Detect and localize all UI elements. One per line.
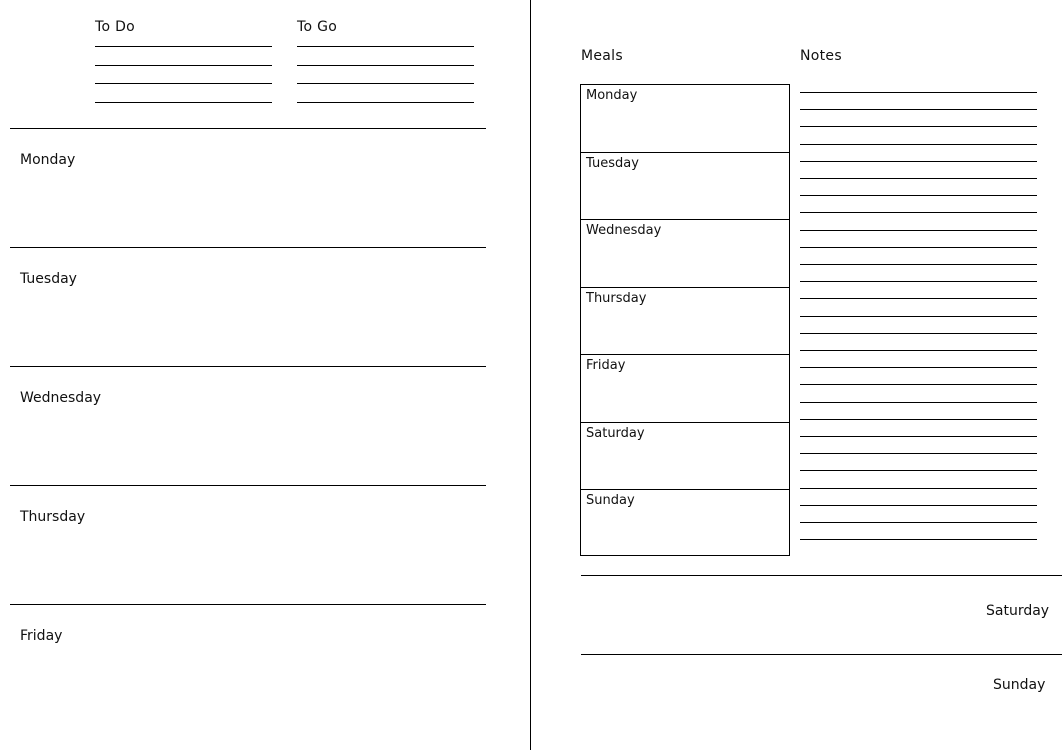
- note-line[interactable]: [800, 195, 1037, 196]
- note-line[interactable]: [800, 367, 1037, 368]
- note-line[interactable]: [800, 264, 1037, 265]
- note-line[interactable]: [800, 161, 1037, 162]
- day-divider-2: [10, 366, 486, 367]
- left-day-label-thursday: Thursday: [20, 509, 86, 525]
- meal-label-saturday: Saturday: [586, 426, 645, 441]
- left-day-label-tuesday: Tuesday: [20, 271, 77, 287]
- meal-label-wednesday: Wednesday: [586, 223, 662, 238]
- note-line[interactable]: [800, 384, 1037, 385]
- note-line[interactable]: [800, 333, 1037, 334]
- note-line[interactable]: [800, 453, 1037, 454]
- meal-label-friday: Friday: [586, 358, 626, 373]
- meal-row-thursday[interactable]: [581, 288, 789, 355]
- note-line[interactable]: [800, 92, 1037, 93]
- right-day-label-sunday: Sunday: [993, 677, 1046, 693]
- left-day-label-friday: Friday: [20, 628, 63, 644]
- note-line[interactable]: [800, 230, 1037, 231]
- note-line[interactable]: [800, 505, 1037, 506]
- meal-label-tuesday: Tuesday: [586, 156, 639, 171]
- note-line[interactable]: [800, 488, 1037, 489]
- meals-box: [580, 84, 790, 556]
- note-line[interactable]: [800, 350, 1037, 351]
- meal-label-thursday: Thursday: [586, 291, 647, 306]
- note-line[interactable]: [800, 316, 1037, 317]
- togo-line-4[interactable]: [297, 102, 474, 103]
- togo-line-2[interactable]: [297, 65, 474, 66]
- day-divider-top: [10, 128, 486, 129]
- left-day-label-wednesday: Wednesday: [20, 390, 102, 406]
- meal-row-friday[interactable]: [581, 355, 789, 423]
- day-divider-1: [10, 247, 486, 248]
- right-day-label-saturday: Saturday: [986, 603, 1050, 619]
- togo-line-3[interactable]: [297, 83, 474, 84]
- note-line[interactable]: [800, 212, 1037, 213]
- note-line[interactable]: [800, 522, 1037, 523]
- note-line[interactable]: [800, 109, 1037, 110]
- note-line[interactable]: [800, 539, 1037, 540]
- todo-line-3[interactable]: [95, 83, 272, 84]
- todo-line-2[interactable]: [95, 65, 272, 66]
- todo-line-1[interactable]: [95, 46, 272, 47]
- meals-heading: Meals: [581, 48, 623, 64]
- note-line[interactable]: [800, 470, 1037, 471]
- left-day-label-monday: Monday: [20, 152, 76, 168]
- note-line[interactable]: [800, 144, 1037, 145]
- note-line[interactable]: [800, 126, 1037, 127]
- note-line[interactable]: [800, 281, 1037, 282]
- note-line[interactable]: [800, 419, 1037, 420]
- note-line[interactable]: [800, 298, 1037, 299]
- note-line[interactable]: [800, 436, 1037, 437]
- todo-heading: To Do: [95, 19, 136, 35]
- note-line[interactable]: [800, 178, 1037, 179]
- meal-row-monday[interactable]: [581, 85, 789, 153]
- note-line[interactable]: [800, 247, 1037, 248]
- todo-line-4[interactable]: [95, 102, 272, 103]
- togo-heading: To Go: [297, 19, 338, 35]
- right-page: [531, 0, 1062, 750]
- notes-heading: Notes: [800, 48, 842, 64]
- weekend-divider-2: [581, 654, 1062, 655]
- meal-row-sunday[interactable]: [581, 490, 789, 557]
- meal-label-sunday: Sunday: [586, 493, 635, 508]
- meal-row-wednesday[interactable]: [581, 220, 789, 288]
- left-page: [0, 0, 530, 750]
- weekend-divider-1: [581, 575, 1062, 576]
- day-divider-4: [10, 604, 486, 605]
- note-line[interactable]: [800, 402, 1037, 403]
- day-divider-3: [10, 485, 486, 486]
- meal-label-monday: Monday: [586, 88, 638, 103]
- meal-row-tuesday[interactable]: [581, 153, 789, 220]
- meal-row-saturday[interactable]: [581, 423, 789, 490]
- togo-line-1[interactable]: [297, 46, 474, 47]
